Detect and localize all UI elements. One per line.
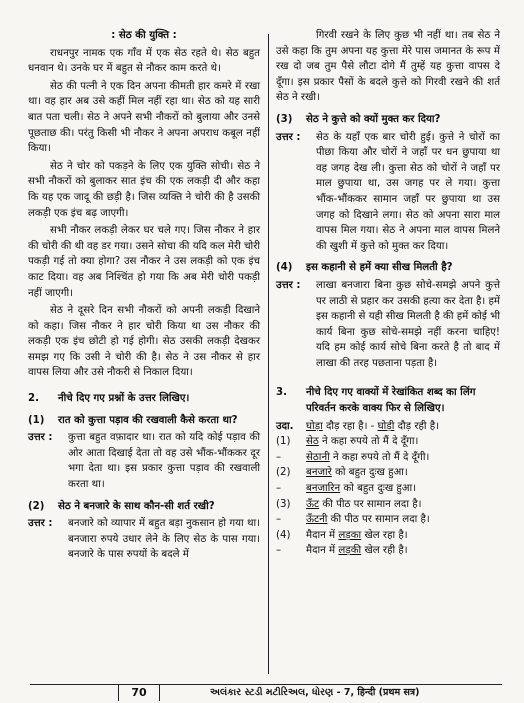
- underlined-word: घोड़ा: [306, 420, 323, 432]
- question-text: इस कहानी से हमें क्या सीख मिलती है?: [306, 262, 453, 274]
- example-number: (3): [276, 498, 291, 510]
- sentence-prefix: मैदान में: [306, 529, 339, 541]
- story-paragraph-1: राधनपुर नामक एक गाँव में एक सेठ रहते थे। सेठ बहुत धनवान थे। उनके घर में बहुत से नौकर काम करते थे।: [28, 47, 260, 75]
- section-3-heading: [276, 385, 500, 416]
- left-column: [28, 28, 260, 567]
- example-number: (1): [276, 436, 291, 448]
- example-sentence: [306, 497, 421, 513]
- example-row: [276, 465, 500, 481]
- example-sentence: [306, 543, 408, 559]
- question-text: सेठ ने बनजारे के साथ कौन-सी शर्त रखी?: [58, 500, 215, 512]
- example-row: [276, 512, 500, 528]
- underlined-word: बनजारिन: [306, 483, 341, 495]
- story-paragraph-2: सेठ की पत्नी ने एक दिन अपना कीमती हार कमरे में रखा था। वह हार अब उसे कहीं मिल नहीं रहा था। सेठ को यह सारी बात पता चली। सेठ ने अपने सभी नौकरों को बुलाया और उनसे पूछताछ की। परंतु किसी भी नौकर ने अपना अपराध कबूल नहीं किया।: [28, 80, 260, 155]
- section-title: नीचे दिए गए प्रश्नों के उत्तर लिखिए।: [58, 393, 190, 405]
- answer-3: [276, 130, 500, 255]
- question-1: [28, 413, 260, 429]
- sentence-rest: की पीठ पर सामान लदा है।: [319, 498, 422, 510]
- underlined-word: लड़का: [338, 529, 362, 541]
- example-sentence: [306, 528, 408, 544]
- question-number: (3): [276, 113, 293, 125]
- answer-2: [28, 516, 260, 563]
- answer-2-continued: गिरवी रखने के लिए कुछ भी नहीं था। तब सेठ ने उसे कहा कि तुम अपना यह कुत्ता मेरे पास जमानत के रूप में रख दो जब तुम पैसे लौटा दोगे मैं तुम्हें यह कुत्ता वापस दे दूँगा। इस प्रकार पैसों के बदले कुत्ते को गिरवी रखने की शर्त सेठ ने रखी।: [276, 30, 500, 104]
- section-title: नीचे दिए गए वाक्यों में रेखांकित शब्द का लिंग परिवर्तन करके वाक्य फिर से लिखिए।: [306, 387, 476, 415]
- answer-label: उत्तर :: [28, 518, 53, 530]
- sentence-rest: खेल रही है।: [361, 545, 408, 557]
- example-row: [276, 543, 500, 559]
- question-text: रात को कुत्ता पड़ाव की रखवाली कैसे करता था?: [58, 414, 238, 426]
- sentence-rest: को बहुत दुःख हुआ।: [340, 483, 417, 495]
- sentence-rest: दौड़ रही है।: [394, 420, 440, 432]
- example-row: [276, 497, 500, 513]
- underlined-word: सेठ: [306, 436, 319, 448]
- question-3: [276, 112, 500, 128]
- question-number: (2): [28, 500, 45, 512]
- underlined-word: बनजारे: [306, 467, 332, 479]
- underlined-word: ऊँटनी: [306, 514, 328, 526]
- example-row: [276, 450, 500, 466]
- section-number: 3.: [276, 387, 287, 399]
- underlined-word: सेठानी: [306, 451, 330, 463]
- example-number: (2): [276, 467, 291, 479]
- answer-text: कुत्ता बहुत वफ़ादार था। रात को यदि कोई पड़ाव की ओर आता दिखाई देता तो वह उसे भौंक-भौंककर दूर भगा देता था। इस प्रकार कुत्ता पड़ाव की रखवाली करता था।: [68, 432, 260, 491]
- example-number: उदा.: [276, 420, 294, 432]
- page-number: 70: [118, 685, 160, 701]
- example-sentence: [306, 434, 418, 450]
- answer-text: सेठ के यहाँ एक बार चोरी हुई। कुत्ते ने चोरों का पीछा किया और चोरों ने जहाँ पर धन छुपाया था वह जगह देख ली। कुत्ता सेठ को चोरों ने जहाँ पर माल छुपाया था, उस जगह पर ले गया। कुत्ता भौंक-भौंककर सामान जहाँ पर छुपाया था उस जगह को दिखाने लगा। सेठ को अपना सारा माल वापस मिल गया। सेठ ने अपना माल वापस मिलने की खुशी में कुत्ते को मुक्त कर दिया।: [316, 131, 500, 252]
- answer-1: [28, 430, 260, 492]
- example-number: –: [276, 514, 282, 526]
- example-row: [276, 528, 500, 544]
- question-number: (1): [28, 414, 45, 426]
- sentence-rest: को बहुत दुःख हुआ।: [331, 467, 408, 479]
- gender-change-examples: [276, 419, 500, 559]
- example-number: –: [276, 545, 282, 557]
- sentence-rest: ने कहा रुपये तो मैं दे दूँगा।: [318, 436, 419, 448]
- example-row: [276, 419, 500, 435]
- story-heading: : सेठ की युक्ति :: [111, 30, 177, 41]
- answer-label: उत्तर :: [276, 131, 301, 143]
- question-4: [276, 260, 500, 276]
- story-paragraph-4: सभी नौकर लकड़ी लेकर घर चले गए। जिस नौकर ने हार की चोरी की थी वह डर गया। उसने सोचा की यदि कल मेरी चोरी पकड़ी गई तो क्या होगा? उस नौकर ने उस लकड़ी को एक इंच काट दिया। वह अब निश्चिंत हो गया कि अब मेरी चोरी पकड़ी नहीं जाएगी।: [28, 225, 260, 299]
- sentence-rest: की पीठ पर सामान लदा है।: [327, 514, 430, 526]
- section-number: 2.: [28, 393, 39, 405]
- sentence-rest: ने कहा रुपये तो मैं दे दूँगी।: [329, 451, 430, 463]
- sentence-prefix: मैदान में: [306, 545, 339, 557]
- footer-title: અલંકાર સ્ટડી મટીરિઅલ, ધોરણ - 7, हिन्दी (प्रथम सत्र): [210, 687, 420, 698]
- example-sentence: [306, 450, 429, 466]
- answer-label: उत्तर :: [28, 432, 53, 444]
- page-footer: [30, 684, 502, 701]
- example-number: –: [276, 451, 282, 463]
- answer-4: [276, 278, 500, 372]
- example-sentence: [306, 512, 430, 528]
- sentence-rest: दौड़ रहा है। -: [322, 420, 378, 432]
- section-2-heading: [28, 391, 260, 407]
- example-row: [276, 481, 500, 497]
- answer-text: लाखा बनजारा बिना कुछ सोचे-समझे अपने कुत्ते पर लाठी से प्रहार कर उसकी हत्या कर देता है। हमें इस कहानी से यही सीख मिलती है की हमें कोई भी कार्य बिना कुछ सोचे-समझे नहीं करना चाहिए! यदि हम कोई कार्य सोचे बिना करते है तो बाद में लाखा की तरह पछताना पड़ता है।: [316, 279, 500, 369]
- answer-label: उत्तर :: [276, 279, 301, 291]
- sentence-rest: खेल रहा है।: [361, 529, 408, 541]
- underlined-word: घोड़ी: [377, 420, 395, 432]
- question-text: सेठ ने कुत्ते को क्यों मुक्त कर दिया?: [306, 113, 441, 125]
- story-paragraph-5: सेठ ने दूसरे दिन सभी नौकरों को अपनी लकड़ी दिखाने को कहा। जिस नौकर ने हार चोरी किया था उस नौकर की लकड़ी एक इंच छोटी हो गई होगी। सेठ उसकी लकड़ी देखकर समझ गए कि उसी ने चोरी की है। सेठ ने उस नौकर से हार वापस लिया और उसे नौकरी से निकाल दिया।: [28, 305, 260, 379]
- example-sentence: [306, 419, 439, 435]
- story-paragraph-3: सेठ ने चोर को पकड़ने के लिए एक युक्ति सोची। सेठ ने सभी नौकरों को बुलाकर सात इंच की एक लकड़ी दी और कहा कि यह एक जादू की छड़ी है। जिस व्यक्ति ने चोरी की है उसकी लकड़ी एक इंच बढ़ जाएगी।: [28, 160, 260, 219]
- question-number: (4): [276, 262, 293, 274]
- example-sentence: [306, 465, 408, 481]
- column-divider: [268, 34, 269, 674]
- underlined-word: ऊँट: [306, 498, 320, 510]
- question-2: [28, 499, 260, 515]
- example-sentence: [306, 481, 416, 497]
- example-row: [276, 434, 500, 450]
- answer-text: बनजारे को व्यापार में बहुत बड़ा नुकसान हो गया था। बनजारा रुपये उधार लेने के लिए सेठ के पास गया। बनजारे के पास रुपयों के बदले में: [68, 518, 260, 561]
- underlined-word: लड़की: [338, 545, 362, 557]
- example-number: (4): [276, 529, 291, 541]
- example-number: –: [276, 483, 282, 495]
- right-column: [276, 28, 500, 559]
